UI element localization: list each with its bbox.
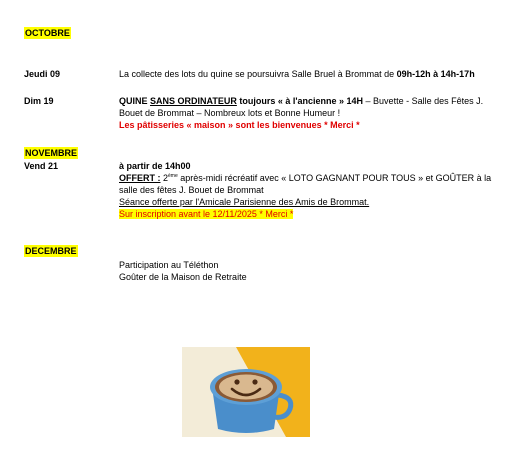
event-text: La collecte des lots du quine se poursuivra Salle Bruel à Brommat de [119, 69, 397, 79]
event-superscript: ème [168, 173, 178, 179]
list-item: Goûter de la Maison de Retraite [119, 272, 247, 282]
event-line [119, 172, 514, 184]
month-heading-octobre: OCTOBRE [25, 28, 70, 38]
event-time: à partir de 14h00 [119, 161, 191, 171]
event-line [119, 95, 514, 107]
event-text: 2 [160, 173, 169, 183]
event-date: Jeudi 09 [24, 69, 61, 79]
event-text: après-midi récréatif avec « LOTO GAGNANT POUR TOUS » et GOÛTER à la [177, 173, 492, 183]
event-description [119, 160, 514, 220]
coffee-cup-illustration [182, 347, 310, 437]
event-description [119, 259, 514, 283]
event-title-part: toujours « à l'ancienne » 14H [236, 96, 364, 106]
event-line [119, 208, 514, 220]
event-hours: 09h-12h à 14h-17h [396, 69, 475, 79]
smiley-coffee-image [182, 347, 310, 437]
event-line: Bouet de Brommat – Nombreux lots et Bonne Humeur ! [119, 108, 341, 118]
event-text: – Buvette - Salle des Fêtes J. [363, 96, 484, 106]
event-title-part: QUINE [119, 96, 151, 106]
month-heading-decembre: DECEMBRE [25, 246, 77, 256]
event-date: Vend 21 [24, 161, 59, 171]
month-heading-novembre: NOVEMBRE [25, 148, 78, 158]
event-note-red: Les pâtisseries « maison » sont les bienvenues * Merci * [119, 120, 360, 130]
event-description [119, 95, 514, 131]
event-description [119, 68, 514, 80]
event-registration-note: Sur inscription avant le 12/11/2025 * Merci * [119, 209, 294, 219]
list-item: Participation au Téléthon [119, 260, 219, 270]
event-line: salle des fêtes J. Bouet de Brommat [119, 185, 264, 195]
event-offert: OFFERT : [119, 173, 161, 183]
event-date: Dim 19 [24, 96, 54, 106]
event-title-underlined: SANS ORDINATEUR [150, 96, 237, 106]
event-line-underlined: Séance offerte par l'Amicale Parisienne des Amis de Brommat. [119, 197, 370, 207]
